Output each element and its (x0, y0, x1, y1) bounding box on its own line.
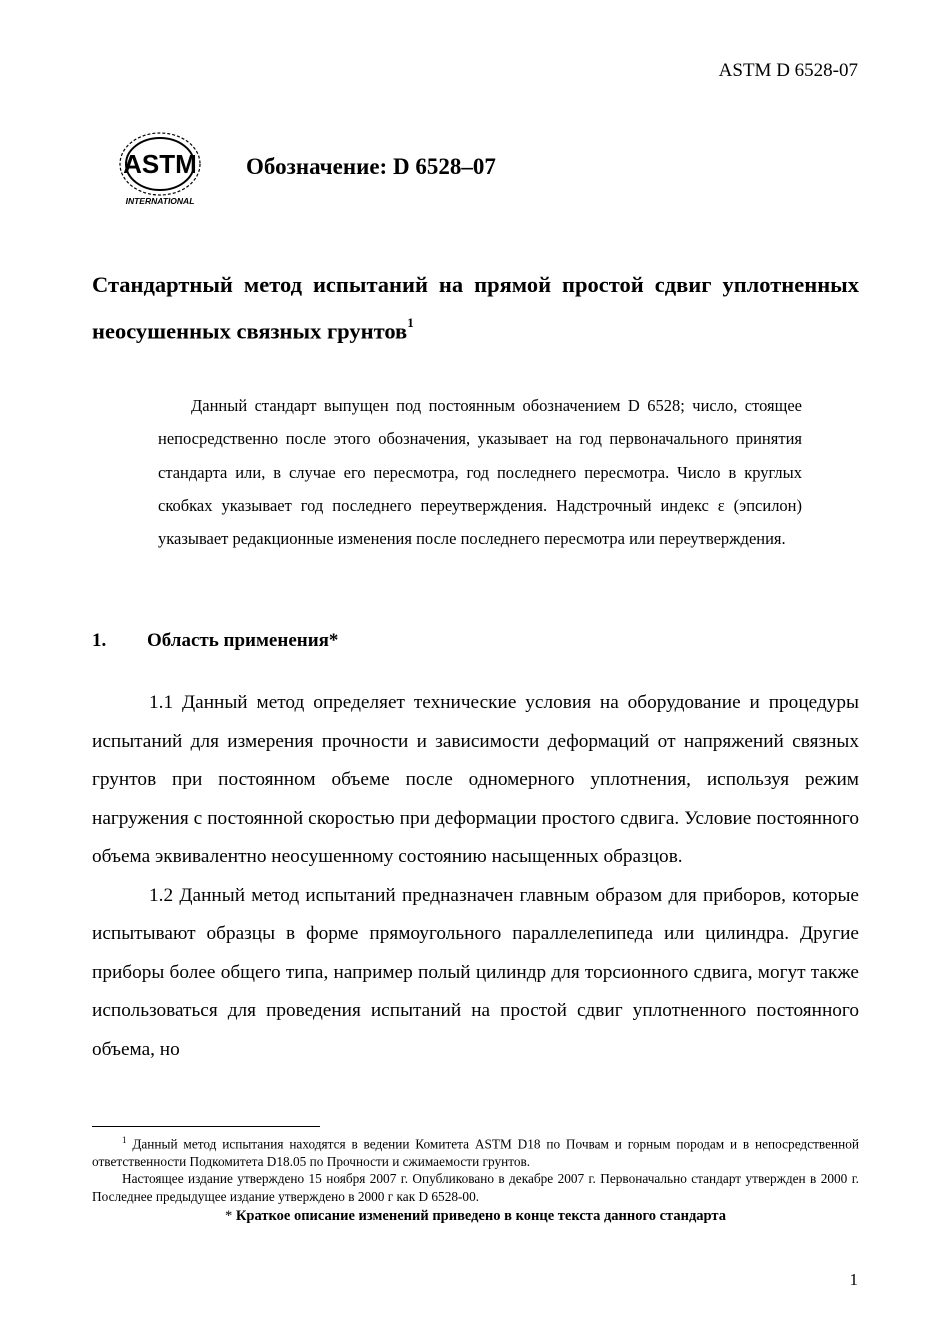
footnote-edition: Настоящее издание утверждено 15 ноября 2007 г. Опубликовано в декабре 2007 г. Первоначально стандарт утвержден в 2000 г. Последнее предыдущее издание утверждено в 2000 г как D 6528-00. (92, 1171, 859, 1204)
section-title: Область применения* (147, 630, 339, 651)
page-number: 1 (849, 1270, 858, 1289)
standard-code-header: ASTM D 6528-07 (718, 60, 858, 81)
paragraph-1-1: 1.1 Данный метод определяет технические условия на оборудование и процедуры испытаний для измерения прочности и зависимости деформаций от напряжений связных грунтов при постоянном объеме после одномерного уплотнения, используя режим нагружения с постоянной скоростью при деформации простого сдвига. Условие постоянного объема эквивалентно неосушенному состоянию насыщенных образцов. (92, 692, 859, 867)
designation-notice: Данный стандарт выпущен под постоянным обозначением D 6528; число, стоящее непосредственно после этого обозначения, указывает на год первоначального принятия стандарта или, в случае его пересмотра, год последнего пересмотра. Число в круглых скобках указывает год последнего переутверждения. Надстрочный индекс ε (эпсилон) указывает редакционные изменения после последнего пересмотра или переутверждения. (158, 396, 802, 549)
summary-text: Краткое описание изменений приведено в конце текста данного стандарта (235, 1208, 726, 1225)
footnote-separator (92, 1126, 320, 1127)
section-number: 1. (92, 630, 107, 651)
section-heading (92, 630, 338, 652)
summary-mark: * (225, 1208, 236, 1225)
title-text: Стандартный метод испытаний на прямой простой сдвиг уплотненных неосушенных связных грунтов (92, 272, 859, 344)
footnote-1-text: Данный метод испытания находятся в ведении Комитета ASTM D18 по Почвам и горным породам и в непосредственной ответственности Подкомитета D18.05 по Прочности и сжимаемости грунтов. (92, 1136, 859, 1169)
logo-caption: INTERNATIONAL (125, 196, 195, 206)
title-footnote-mark: 1 (407, 315, 414, 330)
designation-heading: Обозначение: D 6528–07 (246, 154, 496, 179)
footnotes (92, 1132, 859, 1226)
footnote-1-mark: 1 (122, 1135, 127, 1145)
astm-international-logo (118, 132, 202, 208)
logo-letters: ASTM (123, 149, 197, 179)
body-text (92, 684, 859, 1069)
footnote-summary (92, 1208, 859, 1226)
document-title (92, 264, 859, 352)
footnote-1 (92, 1132, 859, 1170)
paragraph-1-2: 1.2 Данный метод испытаний предназначен главным образом для приборов, которые испытывают образцы в форме прямоугольного параллелепипеда или цилиндра. Другие приборы более общего типа, например полый цилиндр для торсионного сдвига, могут также использоваться для проведения испытаний на простой сдвиг уплотненного постоянного объема, но (92, 884, 859, 1060)
